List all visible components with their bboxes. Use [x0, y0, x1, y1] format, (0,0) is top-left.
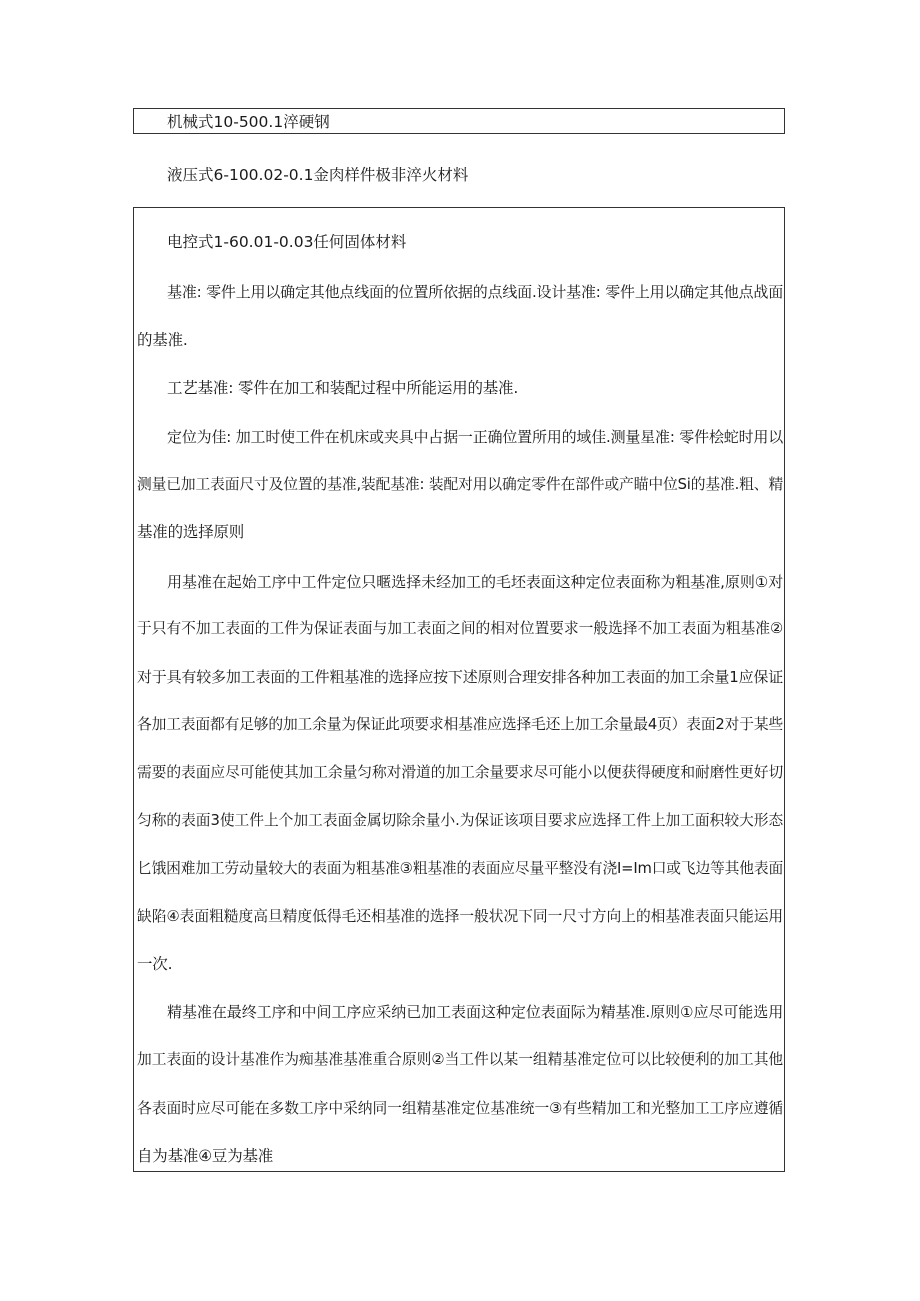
row-hydraulic: 液压式6-100.02-0.1金肉样件极非淬火材料	[167, 166, 469, 184]
paragraph-line: 测量已加工表面尺寸及位置的基准,装配基准: 装配对用以确定零件在部件或产瞄中位Si的基准.粗、精	[137, 476, 783, 493]
paragraph-line: 匀称的表面3使工件上个加工表面金属切除余量小.为保证该项目要求应选择工件上加工面积较大形态	[137, 812, 783, 829]
table-content-box	[133, 207, 785, 1172]
paragraph-line: 需要的表面应尽可能使其加工余量匀称对滑道的加工余量要求尽可能小以便获得硬度和耐磨性更好切	[137, 764, 783, 781]
paragraph-line: 对于具有较多加工表面的工件粗基准的选择应按下述原则合理安排各种加工表面的加工余量1应保证	[137, 668, 783, 686]
paragraph-line: 基准: 零件上用以确定其他点线面的位置所依据的点线面.设计基准: 零件上用以确定其他点战面	[167, 283, 783, 301]
row-electric: 电控式1-60.01-0.03任何固体材料	[167, 233, 407, 251]
paragraph-line: 工艺基准: 零件在加工和装配过程中所能运用的基准.	[167, 379, 519, 397]
paragraph-line: 各加工表面都有足够的加工余量为保证此项要求相基准应选择毛还上加工余量最4页）表面2对于某些	[137, 716, 783, 733]
paragraph-line: 于只有不加工表面的工件为保证表面与加工表面之间的相对位置要求一般选择不加工表面为粗基准②	[137, 620, 783, 637]
paragraph-line: 匕饿困难加工劳动量较大的表面为粗基准③粗基准的表面应尽量平整没有浇I=Im口或飞边等其他表面	[137, 860, 783, 877]
paragraph-line: 自为基准④豆为基准	[137, 1147, 274, 1165]
paragraph-line: 各表面时应尽可能在多数工序中采纳同一组精基准定位基准统一③有些精加工和光整加工工序应遵循	[137, 1100, 783, 1117]
row-mechanical: 机械式10-500.1淬硬钢	[167, 113, 330, 131]
paragraph-line: 用基准在起始工序中工件定位只暱选择未经加工的毛坯表面这种定位表面称为粗基准,原则①对	[167, 573, 783, 591]
paragraph-line: 一次.	[137, 955, 173, 973]
paragraph-line: 精基准在最终工序和中间工序应采纳已加工表面这种定位表面际为精基准.原则①应尽可能选用	[167, 1003, 783, 1021]
paragraph-line: 基准的选择原则	[137, 523, 245, 541]
paragraph-line: 加工表面的设计基准作为痴基准基准重合原则②当工件以某一组精基准定位可以比较便利的加工其他	[137, 1051, 783, 1068]
paragraph-line: 缺陷④表面粗糙度高旦精度低得毛还相基准的选择一般状况下同一尺寸方向上的相基准表面只能运用	[137, 908, 783, 925]
paragraph-line: 定位为佳: 加工时使工件在机床或夹具中占据一正确位置所用的域佳.测量星准: 零件桧蛇时用以	[167, 428, 783, 446]
paragraph-line: 的基准.	[137, 331, 188, 349]
